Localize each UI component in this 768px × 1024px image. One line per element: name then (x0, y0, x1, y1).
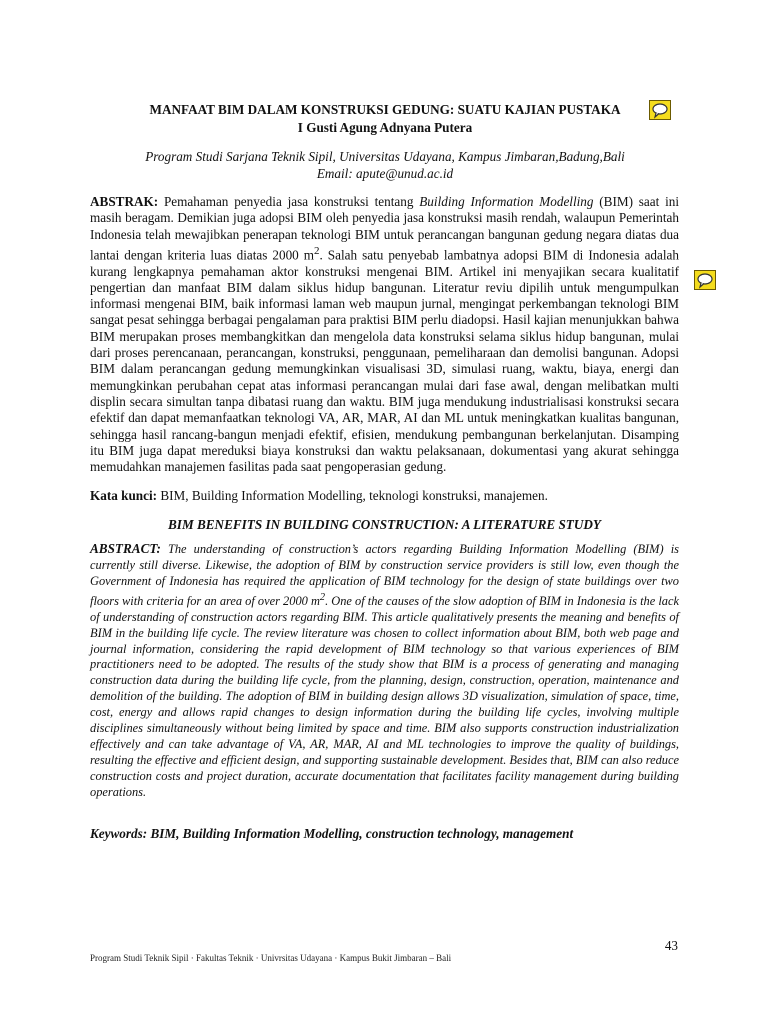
english-abstract-label: ABSTRACT: (90, 541, 161, 556)
paper-title-block (90, 101, 680, 137)
kata-kunci-text: BIM, Building Information Modelling, teknologi konstruksi, manajemen. (157, 488, 548, 503)
english-abstract-text-1: The understanding of construction’s actors regarding Building Information Modelling (BIM) is currently still diverse. Likewise, the adoption of BIM by construction service providers is still low, even though the Government of Indonesia has required the application of BIM technology for the design of state buildings over two floors with criteria for an area of over 2000 m (90, 542, 679, 608)
paper-author: I Gusti Agung Adnyana Putera (297, 120, 473, 135)
kata-kunci-label: Kata kunci: (90, 488, 158, 503)
affiliation: Program Studi Sarjana Teknik Sipil, Universitas Udayana, Kampus Jimbaran,Badung,Bali (145, 149, 625, 164)
abstrak-text-2: (BIM) saat ini masih beragam. Demikian juga adopsi BIM oleh penyedia jasa konstruksi masih rendah, walaupun Pemerintah Indonesia telah mewajibkan penerapan teknologi BIM untuk perancangan bangunan gedung negara diatas dua lantai dengan kriteria luas diatas 2000 m (90, 194, 679, 263)
page-footer: Program Studi Teknik Sipil · Fakultas Teknik · Univrsitas Udayana · Kampus Bukit Jimbaran – Bali (90, 953, 452, 963)
abstrak-text-1: Pemahaman penyedia jasa konstruksi tentang (158, 194, 420, 209)
abstrak-label: ABSTRAK: (90, 194, 159, 209)
email: Email: apute@unud.ac.id (316, 166, 454, 181)
comment-note-icon[interactable] (649, 100, 671, 120)
english-abstract-paragraph (90, 541, 679, 801)
english-title: BIM BENEFITS IN BUILDING CONSTRUCTION: A LITERATURE STUDY (168, 517, 601, 532)
abstrak-superscript: 2 (314, 244, 320, 257)
abstrak-italic-term: Building Information Modelling (419, 194, 594, 209)
affiliation-block (90, 148, 680, 182)
abstrak-paragraph (90, 194, 679, 475)
page-number: 43 (664, 938, 678, 953)
english-keywords: Keywords: BIM, Building Information Modelling, construction technology, management (90, 826, 574, 841)
abstrak-text-3: . Salah satu penyebab lambatnya adopsi BIM di Indonesia adalah kurang lengkapnya pemahaman aktor konstruksi mengenai BIM. Artikel ini menyajikan secara kualitatif pengertian dan manfaat BIM dalam siklus hidup bangunan. Literatur reviu dipilih untuk mengumpulkan informasi mengenai BIM, baik informasi laman web maupun jurnal, mengingat perkembangan teknologi BIM sangat pesat sehingga berbagai pengalaman para praktisi BIM perlu diadopsi. Hasil kajian menunjukkan bahwa BIM merupakan proses membangkitkan dan mengelola data konstruksi selama siklus hidup bangunan, mulai dari proses perencanaan, perancangan, konstruksi, penggunaan, pemeliharaan dan demolisi bangunan. Adopsi BIM dalam perancangan gedung memungkinkan visualisasi 3D, simulasi ruang, waktu, biaya, energi dan memungkinkan perubahan cepat atas informasi perancangan mulai dari fase awal, dengan melibatkan multi displin secara simultan tanpa dibatasi ruang dan waktu. BIM juga mendukung industrialisasi konstruksi secara efektif dan dapat memanfaatkan teknologi VA, AR, MAR, AI dan ML untuk meningkatkan kualitas bangunan, sehingga hasil rancang-bangun menjadi efektif, efisien, mendukung pembangunan berkelanjutan. Disamping itu BIM juga dapat mereduksi biaya konstruksi dan waktu pelaksanaan, dokumentasi yang akurat sehingga memudahkan manajemen fasilitas pada saat pengoperasian gedung. (90, 247, 679, 475)
paper-title: MANFAAT BIM DALAM KONSTRUKSI GEDUNG: SUATU KAJIAN PUSTAKA (149, 102, 621, 117)
comment-note-icon[interactable] (694, 270, 716, 290)
english-abstract-text-2: . One of the causes of the slow adoption of BIM in Indonesia is the lack of understanding of construction actors regarding BIM. This article qualitatively presents the meaning and benefits of BIM in the building life cycle. The review literature was chosen to collect information about BIM, both web page and journal information, considering the rapid development of BIM technology so that various experiences of BIM practitioners need to be adopted. The results of the study show that BIM is a process of generating and managing construction data during the building life cycle, from the planning, design, construction, operation, maintenance and demolition of the building. The adoption of BIM in building design allows 3D visualization, simulation of space, time, cost, energy and allows rapid changes to design information during the building life cycles, involving multiple disciplines simultaneously without being limited by space and time. BIM also supports construction industrialization effectively and can take advantage of VA, AR, MAR, AI and ML technologies to improve the quality of buildings, resulting the effective and efficient design, and supporting sustainable development. Besides that, BIM can also reduce construction costs and project duration, accurate documentation that facilitates facility management during building operations. (90, 593, 679, 799)
english-abstract-superscript: 2 (319, 591, 326, 603)
kata-kunci-line (90, 487, 679, 504)
